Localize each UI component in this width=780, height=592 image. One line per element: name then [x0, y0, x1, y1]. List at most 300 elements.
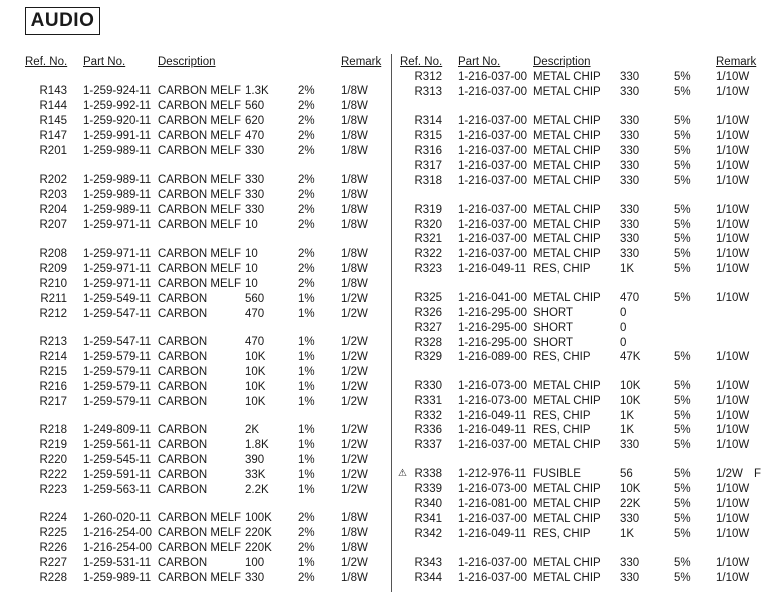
part-no-cell: 1-259-924-11 — [83, 85, 152, 97]
value-cell: 330 — [245, 204, 265, 216]
ref-no-cell: R202 — [39, 174, 67, 186]
table-row — [0, 467, 780, 481]
rating-cell: 1/8W — [341, 572, 368, 584]
ref-no-cell: R331 — [414, 395, 442, 407]
table-row — [0, 70, 780, 84]
rating-cell: 1/10W — [716, 175, 750, 187]
part-no-cell: 1-259-920-11 — [83, 115, 152, 127]
description-cell: METAL CHIP — [533, 71, 601, 83]
table-row — [0, 218, 780, 232]
ref-no-cell: R318 — [414, 175, 442, 187]
part-no-cell: 1-216-037-00 — [458, 439, 528, 451]
part-no-cell: 1-216-089-00 — [458, 351, 528, 363]
rating-cell: 1/8W — [341, 512, 368, 524]
tolerance-cell: 5% — [674, 468, 691, 480]
rating-cell: 1/10W — [716, 498, 750, 510]
part-no-cell: 1-216-041-00 — [458, 292, 528, 304]
tolerance-cell: 2% — [298, 512, 315, 524]
value-cell: 10 — [245, 278, 258, 290]
part-no-cell: 1-216-254-00 — [83, 527, 153, 539]
rating-cell: 1/8W — [341, 130, 368, 142]
ref-no-cell: R219 — [39, 439, 67, 451]
part-no-cell: 1-259-971-11 — [83, 263, 152, 275]
value-cell: 330 — [620, 160, 640, 172]
value-cell: 330 — [620, 175, 640, 187]
value-cell: 1K — [620, 263, 635, 275]
rating-cell: 1/2W — [341, 396, 368, 408]
tolerance-cell: 2% — [298, 174, 315, 186]
part-no-cell: 1-259-531-11 — [83, 557, 152, 569]
rating-cell: 1/8W — [341, 219, 368, 231]
description-cell: CARBON — [158, 396, 208, 408]
value-cell: 560 — [245, 100, 265, 112]
tolerance-cell: 5% — [674, 513, 691, 525]
part-no-cell: 1-216-073-00 — [458, 483, 528, 495]
ref-no-cell: R341 — [414, 513, 442, 525]
rating-cell: 1/8W — [341, 189, 368, 201]
value-cell: 330 — [620, 248, 640, 260]
description-cell: CARBON MELF — [158, 527, 242, 539]
tolerance-cell: 1% — [298, 293, 315, 305]
rating-cell: 1/2W — [341, 308, 368, 320]
rating-cell: 1/10W — [716, 292, 750, 304]
ref-no-cell: R328 — [414, 337, 442, 349]
rating-cell: 1/10W — [716, 513, 750, 525]
description-cell: SHORT — [533, 337, 574, 349]
part-no-cell: 1-216-037-00 — [458, 115, 528, 127]
value-cell: 470 — [620, 292, 640, 304]
value-cell: 1K — [620, 424, 635, 436]
value-cell: 1K — [620, 410, 635, 422]
part-no-cell: 1-259-547-11 — [83, 308, 152, 320]
table-row — [0, 247, 780, 261]
value-cell: 10K — [245, 396, 266, 408]
description-cell: CARBON — [158, 469, 208, 481]
rating-cell: 1/10W — [716, 71, 750, 83]
part-no-cell: 1-259-579-11 — [83, 351, 152, 363]
rating-cell: 1/10W — [716, 115, 750, 127]
table-row — [0, 129, 780, 143]
rating-cell: 1/10W — [716, 263, 750, 275]
description-cell: CARBON MELF — [158, 572, 242, 584]
tolerance-cell: 1% — [298, 439, 315, 451]
part-no-cell: 1-216-081-00 — [458, 498, 528, 510]
ref-no-cell: R339 — [414, 483, 442, 495]
value-cell: 220K — [245, 527, 272, 539]
rating-cell: 1/10W — [716, 145, 750, 157]
header-remark: Remark — [716, 56, 757, 68]
description-cell: METAL CHIP — [533, 498, 601, 510]
rating-cell: 1/10W — [716, 219, 750, 231]
ref-no-cell: R224 — [39, 512, 67, 524]
ref-no-cell: R214 — [39, 351, 67, 363]
value-cell: 10K — [245, 381, 266, 393]
description-cell: CARBON — [158, 336, 208, 348]
tolerance-cell: 2% — [298, 130, 315, 142]
table-row — [0, 232, 780, 246]
ref-no-cell: R228 — [39, 572, 67, 584]
part-no-cell: 1-216-049-11 — [458, 424, 527, 436]
header-remark: Remark — [341, 56, 382, 68]
part-no-cell: 1-259-549-11 — [83, 293, 152, 305]
description-cell: METAL CHIP — [533, 233, 601, 245]
ref-no-cell: R312 — [414, 71, 442, 83]
value-cell: 330 — [620, 145, 640, 157]
tolerance-cell: 5% — [674, 204, 691, 216]
remark-cell: F — [754, 468, 762, 480]
part-no-cell: 1-259-579-11 — [83, 366, 152, 378]
ref-no-cell: R145 — [39, 115, 67, 127]
tolerance-cell: 5% — [674, 528, 691, 540]
table-row — [0, 512, 780, 526]
header-ref-no: Ref. No. — [400, 56, 443, 68]
description-cell: RES, CHIP — [533, 410, 591, 422]
value-cell: 330 — [620, 130, 640, 142]
rating-cell: 1/8W — [341, 100, 368, 112]
ref-no-cell: R217 — [39, 396, 67, 408]
ref-no-cell: R326 — [414, 307, 442, 319]
value-cell: 10 — [245, 248, 258, 260]
ref-no-cell: R336 — [414, 424, 442, 436]
value-cell: 470 — [245, 130, 265, 142]
description-cell: CARBON — [158, 366, 208, 378]
rating-cell: 1/2W — [341, 366, 368, 378]
description-cell: CARBON — [158, 484, 208, 496]
description-cell: RES, CHIP — [533, 528, 591, 540]
table-row — [0, 379, 780, 393]
rating-cell: 1/10W — [716, 424, 750, 436]
description-cell: CARBON MELF — [158, 542, 242, 554]
description-cell: CARBON MELF — [158, 174, 242, 186]
ref-no-cell: R223 — [39, 484, 67, 496]
description-cell: CARBON — [158, 454, 208, 466]
description-cell: SHORT — [533, 307, 574, 319]
rating-cell: 1/2W — [341, 557, 368, 569]
part-no-cell: 1-249-809-11 — [83, 424, 152, 436]
value-cell: 330 — [620, 233, 640, 245]
table-row — [0, 291, 780, 305]
part-no-cell: 1-216-073-00 — [458, 395, 528, 407]
table-row — [0, 438, 780, 452]
rating-cell: 1/10W — [716, 130, 750, 142]
tolerance-cell: 5% — [674, 71, 691, 83]
description-cell: CARBON — [158, 293, 208, 305]
ref-no-cell: R320 — [414, 219, 442, 231]
tolerance-cell: 1% — [298, 396, 315, 408]
description-cell: CARBON MELF — [158, 512, 242, 524]
tolerance-cell: 5% — [674, 160, 691, 172]
table-row — [0, 497, 780, 511]
description-cell: CARBON MELF — [158, 248, 242, 260]
tolerance-cell: 1% — [298, 469, 315, 481]
tolerance-cell: 1% — [298, 381, 315, 393]
tolerance-cell: 5% — [674, 410, 691, 422]
part-no-cell: 1-216-037-00 — [458, 160, 528, 172]
ref-no-cell: R210 — [39, 278, 67, 290]
rating-cell: 1/10W — [716, 204, 750, 216]
tolerance-cell: 1% — [298, 454, 315, 466]
tolerance-cell: 2% — [298, 145, 315, 157]
rating-cell: 1/2W — [341, 484, 368, 496]
part-no-cell: 1-259-591-11 — [83, 469, 152, 481]
ref-no-cell: R225 — [39, 527, 67, 539]
description-cell: METAL CHIP — [533, 380, 601, 392]
value-cell: 10 — [245, 219, 258, 231]
tolerance-cell: 5% — [674, 439, 691, 451]
part-no-cell: 1-259-547-11 — [83, 336, 152, 348]
part-no-cell: 1-216-037-00 — [458, 145, 528, 157]
part-no-cell: 1-216-295-00 — [458, 322, 528, 334]
table-row — [0, 174, 780, 188]
ref-no-cell: R218 — [39, 424, 67, 436]
rating-cell: 1/10W — [716, 410, 750, 422]
part-no-cell: 1-216-037-00 — [458, 71, 528, 83]
ref-no-cell: R316 — [414, 145, 442, 157]
part-no-cell: 1-259-971-11 — [83, 248, 152, 260]
ref-no-cell: R315 — [414, 130, 442, 142]
description-cell: METAL CHIP — [533, 86, 601, 98]
table-row — [0, 482, 780, 496]
part-no-cell: 1-216-037-00 — [458, 572, 528, 584]
rating-cell: 1/8W — [341, 527, 368, 539]
rating-cell: 1/2W — [341, 469, 368, 481]
table-row — [0, 85, 780, 99]
description-cell: METAL CHIP — [533, 439, 601, 451]
ref-no-cell: R227 — [39, 557, 67, 569]
rating-cell: 1/10W — [716, 248, 750, 260]
value-cell: 470 — [245, 308, 265, 320]
part-no-cell: 1-259-989-11 — [83, 145, 152, 157]
table-row — [0, 144, 780, 158]
description-cell: RES, CHIP — [533, 351, 591, 363]
ref-no-cell: R332 — [414, 410, 442, 422]
description-cell: CARBON MELF — [158, 115, 242, 127]
ref-no-cell: R222 — [39, 469, 67, 481]
ref-no-cell: R208 — [39, 248, 67, 260]
ref-no-cell: R147 — [39, 130, 67, 142]
tolerance-cell: 2% — [298, 278, 315, 290]
table-row — [0, 114, 780, 128]
value-cell: 330 — [620, 439, 640, 451]
tolerance-cell: 2% — [298, 85, 315, 97]
description-cell: METAL CHIP — [533, 160, 601, 172]
part-no-cell: 1-216-049-11 — [458, 263, 527, 275]
rating-cell: 1/2W — [341, 424, 368, 436]
description-cell: METAL CHIP — [533, 248, 601, 260]
part-no-cell: 1-216-254-00 — [83, 542, 153, 554]
description-cell: CARBON — [158, 424, 208, 436]
table-row — [0, 159, 780, 173]
description-cell: CARBON MELF — [158, 145, 242, 157]
tolerance-cell: 1% — [298, 366, 315, 378]
ref-no-cell: R213 — [39, 336, 67, 348]
description-cell: FUSIBLE — [533, 468, 581, 480]
tolerance-cell: 5% — [674, 263, 691, 275]
part-no-cell: 1-216-037-00 — [458, 248, 528, 260]
tolerance-cell: 1% — [298, 308, 315, 320]
ref-no-cell: R343 — [414, 557, 442, 569]
tolerance-cell: 5% — [674, 248, 691, 260]
rating-cell: 1/2W — [341, 381, 368, 393]
value-cell: 100 — [245, 557, 265, 569]
rating-cell: 1/8W — [341, 278, 368, 290]
value-cell: 330 — [620, 115, 640, 127]
description-cell: METAL CHIP — [533, 572, 601, 584]
description-cell: CARBON — [158, 351, 208, 363]
header-part-no: Part No. — [83, 56, 126, 68]
tolerance-cell: 5% — [674, 292, 691, 304]
ref-no-cell: R313 — [414, 86, 442, 98]
description-cell: METAL CHIP — [533, 219, 601, 231]
value-cell: 330 — [245, 189, 265, 201]
table-row — [0, 527, 780, 541]
table-row — [0, 336, 780, 350]
tolerance-cell: 1% — [298, 557, 315, 569]
table-row — [0, 423, 780, 437]
part-no-cell: 1-216-037-00 — [458, 204, 528, 216]
description-cell: SHORT — [533, 322, 574, 334]
header-part-no: Part No. — [458, 56, 501, 68]
ref-no-cell: R319 — [414, 204, 442, 216]
description-cell: METAL CHIP — [533, 175, 601, 187]
description-cell: CARBON MELF — [158, 263, 242, 275]
description-cell: METAL CHIP — [533, 130, 601, 142]
description-cell: CARBON MELF — [158, 204, 242, 216]
tolerance-cell: 2% — [298, 527, 315, 539]
ref-no-cell: R226 — [39, 542, 67, 554]
ref-no-cell: R209 — [39, 263, 67, 275]
tolerance-cell: 5% — [674, 175, 691, 187]
ref-no-cell: R314 — [414, 115, 442, 127]
part-no-cell: 1-259-579-11 — [83, 396, 152, 408]
value-cell: 47K — [620, 351, 641, 363]
table-row — [0, 394, 780, 408]
value-cell: 0 — [620, 322, 627, 334]
tolerance-cell: 1% — [298, 424, 315, 436]
value-cell: 0 — [620, 307, 627, 319]
tolerance-cell: 1% — [298, 336, 315, 348]
tolerance-cell: 5% — [674, 483, 691, 495]
description-cell: CARBON — [158, 439, 208, 451]
rating-cell: 1/8W — [341, 174, 368, 186]
tolerance-cell: 5% — [674, 115, 691, 127]
value-cell: 330 — [620, 572, 640, 584]
part-no-cell: 1-259-563-11 — [83, 484, 152, 496]
value-cell: 330 — [245, 145, 265, 157]
tolerance-cell: 2% — [298, 542, 315, 554]
value-cell: 220K — [245, 542, 272, 554]
header-description: Description — [158, 56, 216, 68]
part-no-cell: 1-216-037-00 — [458, 175, 528, 187]
description-cell: CARBON MELF — [158, 85, 242, 97]
warning-icon: ⚠ — [398, 468, 407, 479]
ref-no-cell: R220 — [39, 454, 67, 466]
value-cell: 330 — [245, 572, 265, 584]
tolerance-cell: 5% — [674, 219, 691, 231]
description-cell: CARBON MELF — [158, 130, 242, 142]
tolerance-cell: 2% — [298, 248, 315, 260]
ref-no-cell: R338 — [414, 468, 442, 480]
part-no-cell: 1-216-037-00 — [458, 130, 528, 142]
part-no-cell: 1-216-037-00 — [458, 513, 528, 525]
value-cell: 1.3K — [245, 85, 269, 97]
table-row — [0, 350, 780, 364]
ref-no-cell: R203 — [39, 189, 67, 201]
part-no-cell: 1-259-579-11 — [83, 381, 152, 393]
rating-cell: 1/10W — [716, 572, 750, 584]
tolerance-cell: 2% — [298, 115, 315, 127]
tolerance-cell: 5% — [674, 498, 691, 510]
rating-cell: 1/10W — [716, 483, 750, 495]
value-cell: 0 — [620, 337, 627, 349]
table-row — [0, 99, 780, 113]
rating-cell: 1/8W — [341, 204, 368, 216]
part-no-cell: 1-259-989-11 — [83, 204, 152, 216]
ref-no-cell: R216 — [39, 381, 67, 393]
rating-cell: 1/10W — [716, 395, 750, 407]
rating-cell: 1/8W — [341, 85, 368, 97]
part-no-cell: 1-259-971-11 — [83, 219, 152, 231]
ref-no-cell: R321 — [414, 233, 442, 245]
tolerance-cell: 5% — [674, 557, 691, 569]
description-cell: CARBON — [158, 381, 208, 393]
ref-no-cell: R144 — [39, 100, 67, 112]
description-cell: METAL CHIP — [533, 513, 601, 525]
ref-no-cell: R322 — [414, 248, 442, 260]
part-no-cell: 1-216-037-00 — [458, 219, 528, 231]
value-cell: 56 — [620, 468, 633, 480]
part-no-cell: 1-259-989-11 — [83, 174, 152, 186]
value-cell: 560 — [245, 293, 265, 305]
rating-cell: 1/2W — [341, 351, 368, 363]
value-cell: 470 — [245, 336, 265, 348]
rating-cell: 1/10W — [716, 233, 750, 245]
rating-cell: 1/10W — [716, 557, 750, 569]
description-cell: METAL CHIP — [533, 292, 601, 304]
description-cell: RES, CHIP — [533, 424, 591, 436]
value-cell: 390 — [245, 454, 265, 466]
ref-no-cell: R340 — [414, 498, 442, 510]
ref-no-cell: R201 — [39, 145, 67, 157]
value-cell: 10K — [245, 366, 266, 378]
tolerance-cell: 5% — [674, 351, 691, 363]
rating-cell: 1/8W — [341, 263, 368, 275]
table-row — [0, 203, 780, 217]
value-cell: 2.2K — [245, 484, 269, 496]
value-cell: 33K — [245, 469, 266, 481]
ref-no-cell: R211 — [40, 293, 67, 305]
table-row — [0, 306, 780, 320]
section-title: AUDIO — [25, 7, 100, 35]
table-row — [0, 556, 780, 570]
ref-no-cell: R204 — [39, 204, 67, 216]
rating-cell: 1/2W — [341, 293, 368, 305]
part-no-cell: 1-216-295-00 — [458, 307, 528, 319]
value-cell: 330 — [620, 71, 640, 83]
value-cell: 10 — [245, 263, 258, 275]
rating-cell: 1/10W — [716, 439, 750, 451]
tolerance-cell: 5% — [674, 395, 691, 407]
tolerance-cell: 1% — [298, 351, 315, 363]
ref-no-cell: R330 — [414, 380, 442, 392]
description-cell: METAL CHIP — [533, 557, 601, 569]
value-cell: 330 — [620, 513, 640, 525]
ref-no-cell: R342 — [414, 528, 442, 540]
part-no-cell: 1-259-561-11 — [83, 439, 152, 451]
ref-no-cell: R329 — [414, 351, 442, 363]
rating-cell: 1/2W — [341, 439, 368, 451]
rating-cell: 1/8W — [341, 542, 368, 554]
